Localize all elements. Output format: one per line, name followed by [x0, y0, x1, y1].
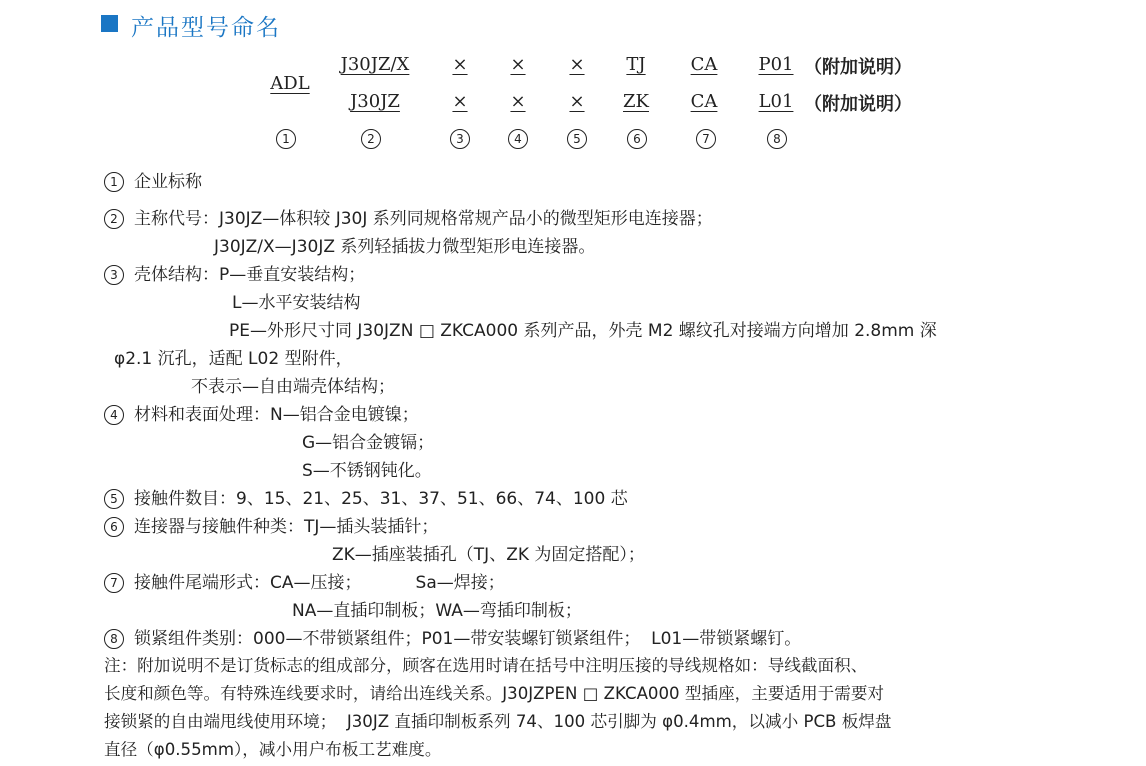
- item-4-cont-2: S—不锈钢钝化。: [302, 461, 432, 481]
- item-4-cont-1: G—铝合金镀镉；: [302, 433, 435, 453]
- scheme-r2-c8: L01: [758, 91, 794, 112]
- item-text: 主称代号：J30JZ—体积较 J30J 系列同规格常规产品小的微型矩形电连接器；: [134, 209, 713, 229]
- scheme-r2-c5: ×: [569, 91, 585, 112]
- marker-6: 6: [627, 129, 647, 149]
- scheme-r2-note: （附加说明）: [804, 94, 912, 115]
- item-number: 3: [104, 265, 124, 285]
- section-square-icon: [101, 15, 118, 32]
- item-7-cont: NA—直插印制板；WA—弯插印制板；: [292, 601, 582, 621]
- marker-8: 8: [767, 129, 787, 149]
- marker-4: 4: [508, 129, 528, 149]
- item-7: [104, 568, 505, 593]
- item-number: 6: [104, 517, 124, 537]
- item-2-cont: J30JZ/X—J30JZ 系列轻插拔力微型矩形电连接器。: [214, 237, 596, 257]
- scheme-r1-c8: P01: [758, 54, 794, 75]
- item-3-cont-2: PE—外形尺寸同 J30JZN □ ZKCA000 系列产品，外壳 M2 螺纹孔对接端方向增加 2.8mm 深: [229, 321, 937, 341]
- item-number: 8: [104, 629, 124, 649]
- item-8: [104, 624, 801, 649]
- note-line-3: 接锁紧的自由端甩线使用环境； J30JZ 直插印制板系列 74、100 芯引脚为 φ0.4mm，以减小 PCB 板焊盘: [104, 712, 892, 731]
- item-3-cont-4: 不表示—自由端壳体结构；: [191, 377, 395, 397]
- scheme-r2-c6: ZK: [623, 91, 649, 112]
- note-line-1: 注：附加说明不是订货标志的组成部分，顾客在选用时请在括号中注明压接的导线规格如：导线截面积、: [104, 656, 868, 675]
- scheme-r2-c2: J30JZ: [350, 91, 400, 112]
- item-number: 5: [104, 489, 124, 509]
- item-4: [104, 400, 419, 425]
- marker-3: 3: [450, 129, 470, 149]
- note-line-2: 长度和颜色等。有特殊连线要求时，请给出连线关系。J30JZPEN □ ZKCA000 型插座，主要适用于需要对: [104, 684, 885, 703]
- scheme-r1-c3: ×: [452, 54, 468, 75]
- item-number: 7: [104, 573, 124, 593]
- scheme-r1-note: （附加说明）: [804, 57, 912, 78]
- marker-5: 5: [567, 129, 587, 149]
- section-title: 产品型号命名: [131, 15, 281, 41]
- company-code: ADL: [270, 73, 310, 94]
- item-3-cont-1: L—水平安装结构: [232, 293, 361, 313]
- item-number: 4: [104, 405, 124, 425]
- item-3-cont-3: φ2.1 沉孔，适配 L02 型附件，: [114, 349, 353, 369]
- item-5: [104, 484, 628, 509]
- marker-1: 1: [276, 129, 296, 149]
- item-text: 接触件数目：9、15、21、25、31、37、51、66、74、100 芯: [134, 489, 628, 509]
- note-line-4: 直径（φ0.55mm），减小用户布板工艺难度。: [104, 740, 442, 759]
- item-text: 连接器与接触件种类：TJ—插头装插针；: [134, 517, 439, 537]
- item-6: [104, 512, 438, 537]
- scheme-r2-c7: CA: [690, 91, 718, 112]
- scheme-r1-c2: J30JZ/X: [340, 54, 410, 75]
- scheme-r2-c4: ×: [510, 91, 526, 112]
- scheme-r1-c4: ×: [510, 54, 526, 75]
- item-text: 接触件尾端形式：CA—压接； Sa—焊接；: [134, 573, 505, 593]
- marker-2: 2: [361, 129, 381, 149]
- item-number: 2: [104, 209, 124, 229]
- item-2: [104, 204, 713, 229]
- scheme-r1-c5: ×: [569, 54, 585, 75]
- item-text: 企业标称: [134, 172, 202, 192]
- scheme-r1-c6: TJ: [626, 54, 646, 75]
- item-text: 材料和表面处理：N—铝合金电镀镍；: [134, 405, 419, 425]
- item-1: [104, 167, 202, 192]
- scheme-r1-c7: CA: [690, 54, 718, 75]
- item-6-cont: ZK—插座装插孔（TJ、ZK 为固定搭配）；: [332, 545, 645, 565]
- item-3: [104, 260, 365, 285]
- item-text: 锁紧组件类别：000—不带锁紧组件；P01—带安装螺钉锁紧组件； L01—带锁紧螺钉。: [134, 629, 802, 649]
- item-number: 1: [104, 172, 124, 192]
- scheme-r2-c3: ×: [452, 91, 468, 112]
- item-text: 壳体结构：P—垂直安装结构；: [134, 265, 366, 285]
- marker-7: 7: [696, 129, 716, 149]
